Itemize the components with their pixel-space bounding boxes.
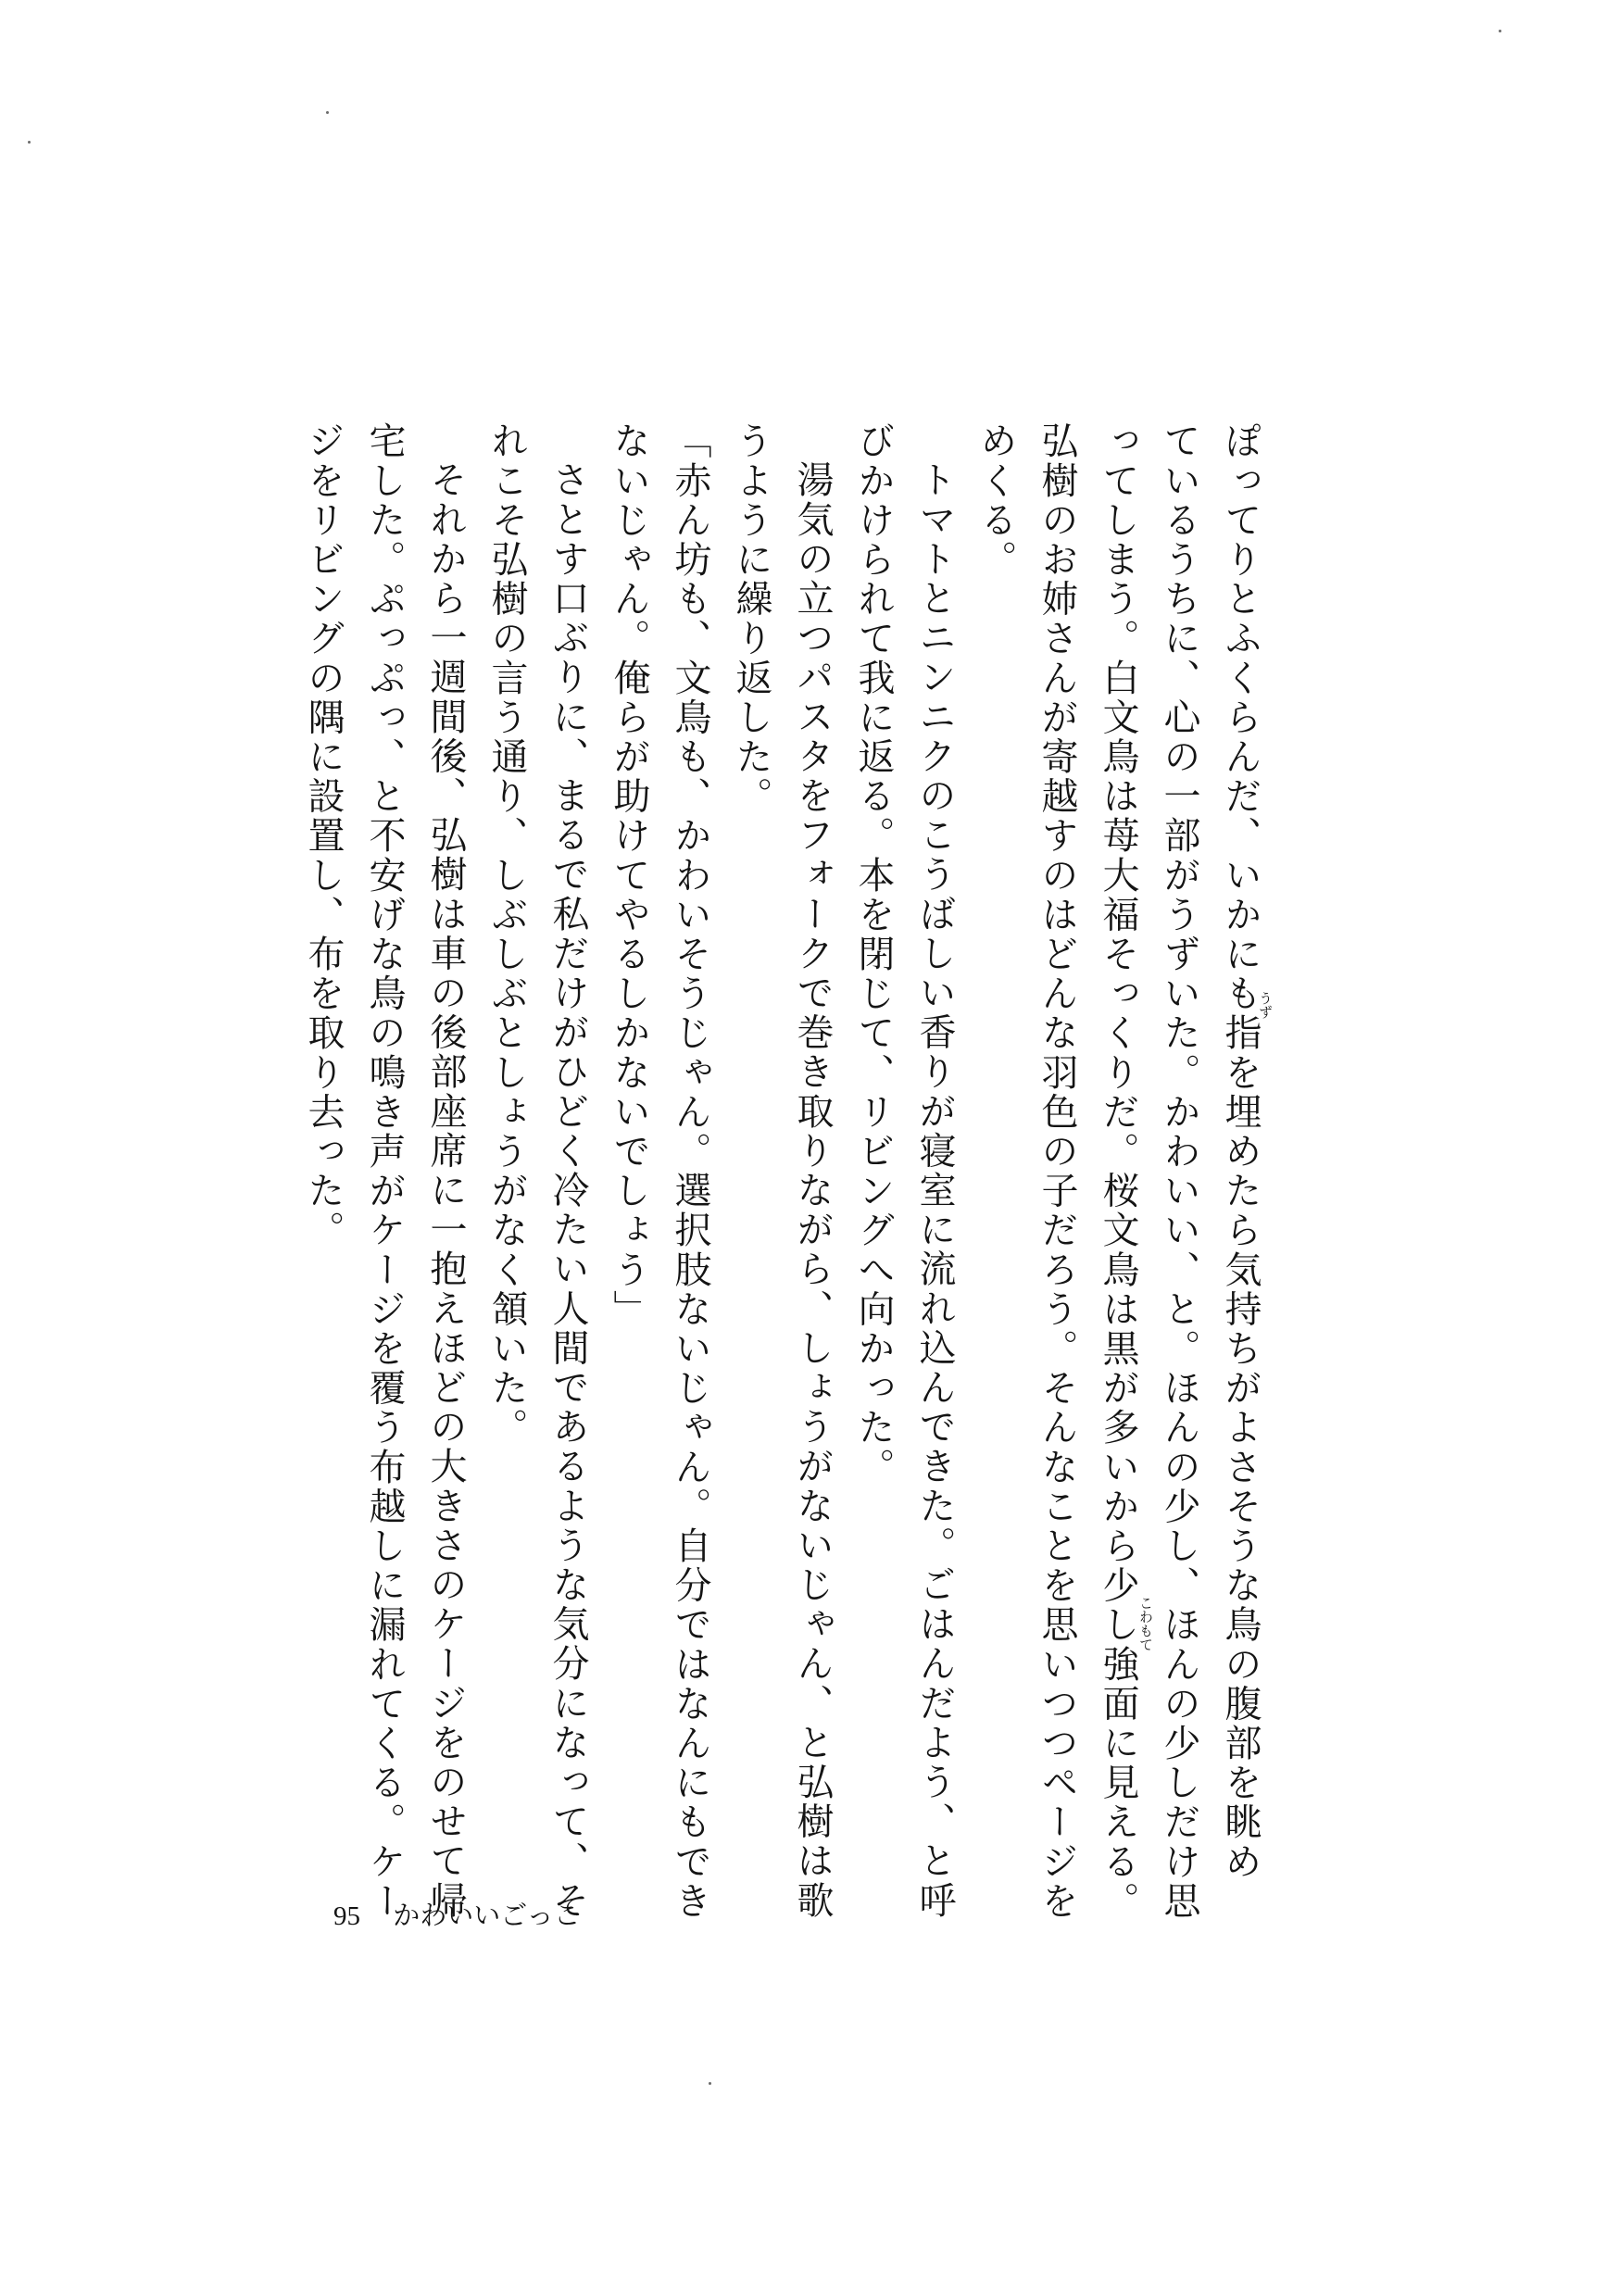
text-line-2: ているうちに、心の一部がうずいた。かわいい、と。ほんの少し、ほんの少しだけ思 (1158, 421, 1200, 1921)
page-footer (333, 1897, 581, 1934)
scan-speck (1499, 30, 1501, 32)
text-line-7: びかけられて我に返る。本を閉じて、リビングへ向かった。 (852, 421, 895, 1487)
text-line-16: ジをリビングの隅に設置し、布を取り去った。 (302, 421, 345, 1250)
scan-speck (709, 2082, 711, 2085)
text-line-15: 宅した。ぷっぷっ、と不安げな鳥の鳴き声がケージを覆う布越しに漏れてくる。ケー (363, 421, 406, 1921)
text-line-6: トマトとニンニクのこうばしい香りが寝室に流れ込んできた。ごはんだよう、と呼 (913, 460, 956, 1921)
text-line-12: さとす口ぶりに、まるで私だけがひどく冷たい人間であるような気分になって、そ (546, 460, 589, 1921)
body-text (293, 421, 1274, 1987)
text-line-5: めくる。 (974, 421, 1017, 580)
furigana-kowamote: こわもて (1137, 1596, 1154, 1651)
scan-speck (326, 111, 329, 114)
text-line-10: 「赤ん坊も、文鳥も、かわいそうじゃん。選択肢ないじゃん。自分ではなんにもでき (669, 421, 711, 1921)
text-line-14: それから一週間後、弘樹は車の後部座席に一抱えほどの大きさのケージをのせて帰 (424, 460, 467, 1921)
text-line-8: 湯気の立つパスタをフォークで巻き取りながら、しょうがないじゃん、と弘樹は歌 (791, 460, 834, 1921)
furigana-uzu: うず (1257, 991, 1274, 1019)
text-line-13: れこそ弘樹の言う通り、しぶしぶとしょうがなく頷いた。 (485, 421, 528, 1448)
running-title: かわいいごっこ (393, 1900, 581, 1931)
text-line-3: ってしまう。白文鳥は苺大福そっくりだ。桜文鳥は黒が多いから少し強面に見える。 (1097, 421, 1139, 1921)
scan-speck (28, 141, 31, 144)
text-line-9: うように繰り返した。 (730, 421, 772, 816)
text-line-11: ないじゃん。俺らが助けてやるしかないでしょう」 (608, 421, 650, 1329)
page-number: 95 (333, 1901, 360, 1931)
text-line-4: 弘樹のお姉さんが寄越すのはどんな羽色の子だろう。そんなことを思いつつページを (1036, 421, 1078, 1921)
text-line-1: ぽってりとふくらんだ、いかにも指を埋めたら気持ちがよさそうな鳥の腹部を眺め (1219, 421, 1262, 1882)
